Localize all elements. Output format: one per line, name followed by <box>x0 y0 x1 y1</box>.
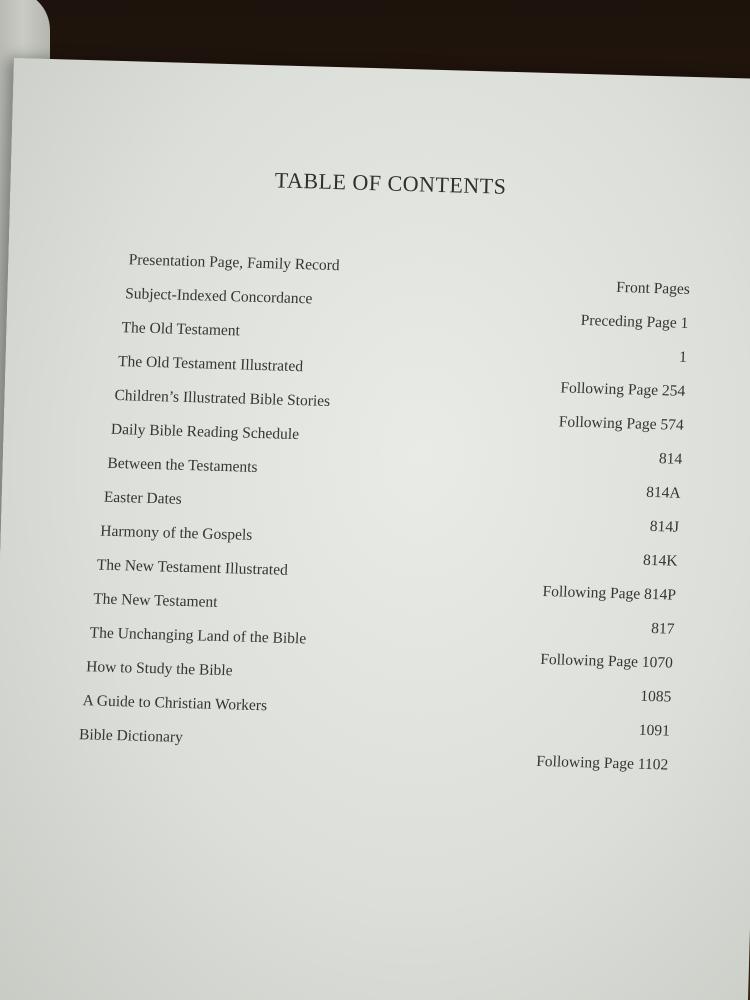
entry-title: Presentation Page, Family Record <box>128 251 340 275</box>
entry-title: Harmony of the Gospels <box>99 522 253 544</box>
entry-page: 1091 <box>638 721 671 740</box>
entry-page: Following Page 1070 <box>539 650 674 672</box>
entry-page: Following Page 254 <box>560 379 686 400</box>
entry-page: Following Page 1102 <box>535 752 669 774</box>
entry-title: The Old Testament Illustrated <box>117 353 304 376</box>
entry-title: Daily Bible Reading Schedule <box>110 420 300 444</box>
entry-title: The Old Testament <box>121 319 241 340</box>
entry-page: 814 <box>658 450 683 468</box>
entry-title: Easter Dates <box>103 488 183 508</box>
entry-page: Preceding Page 1 <box>580 311 689 332</box>
entry-page: Following Page 574 <box>558 413 685 434</box>
entry-title: The New Testament Illustrated <box>96 556 289 579</box>
entry-page: Front Pages <box>615 278 691 298</box>
entry-title: The Unchanging Land of the Bible <box>89 624 307 648</box>
contents-list <box>78 251 711 777</box>
book-page <box>0 58 750 1000</box>
entry-title: Between the Testaments <box>107 454 258 476</box>
entry-page: 817 <box>650 620 675 638</box>
entry-title: The New Testament <box>92 590 218 611</box>
entry-page: Following Page 814P <box>542 582 677 604</box>
entry-title: How to Study the Bible <box>85 658 233 680</box>
entry-page: 814J <box>649 517 680 536</box>
page-title: TABLE OF CONTENTS <box>274 167 507 199</box>
entry-page: 814A <box>645 483 681 502</box>
entry-title: Bible Dictionary <box>78 726 184 746</box>
entry-title: A Guide to Christian Workers <box>82 692 268 715</box>
entry-title: Subject-Indexed Concordance <box>124 285 313 308</box>
entry-page: 1 <box>678 348 688 366</box>
entry-page: 1085 <box>639 687 672 706</box>
entry-page: 814K <box>642 551 678 570</box>
entry-title: Children’s Illustrated Bible Stories <box>114 386 331 410</box>
